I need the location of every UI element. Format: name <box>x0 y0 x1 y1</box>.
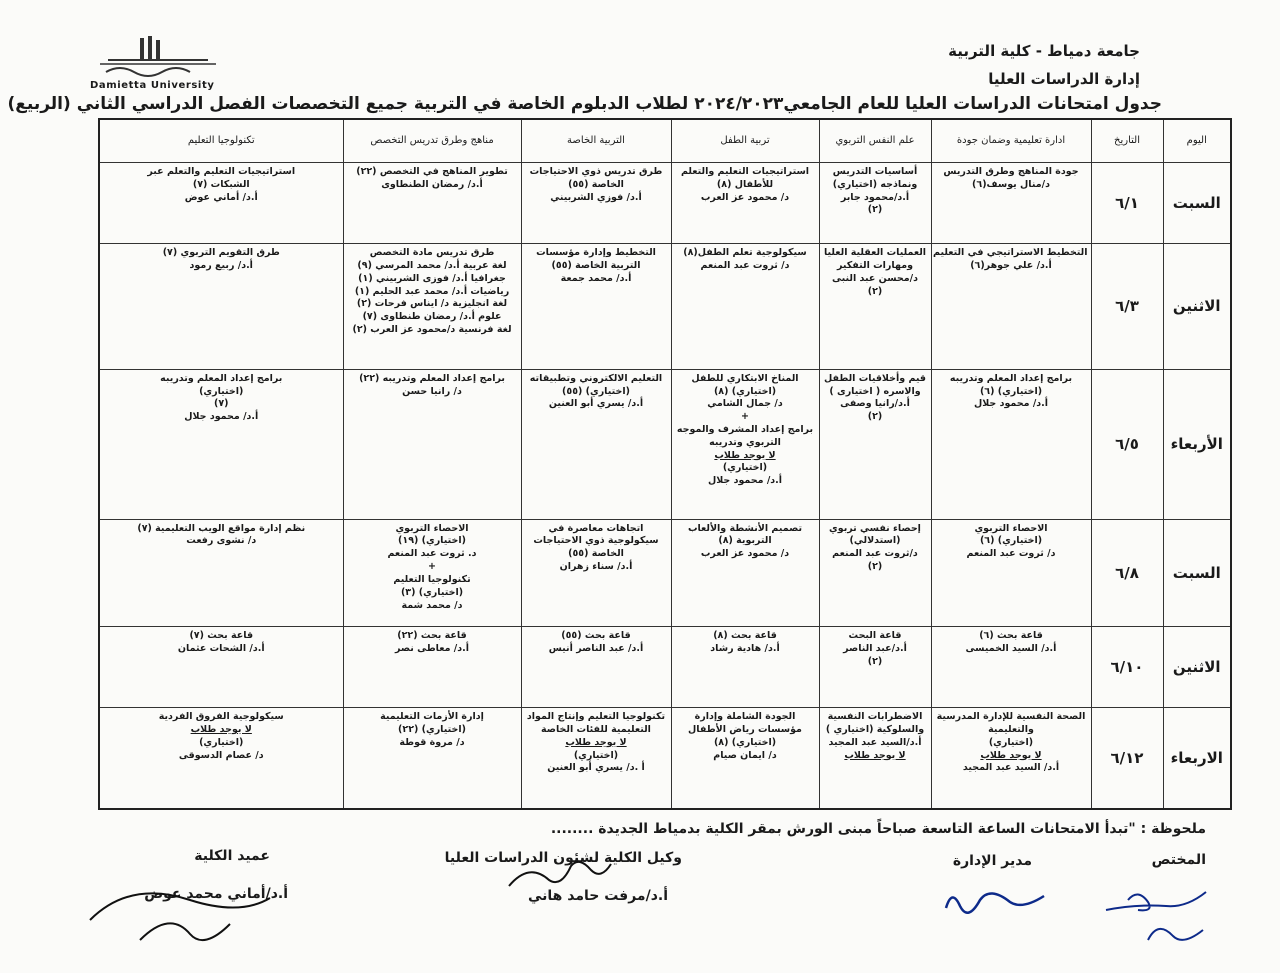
table-header-row <box>99 119 1231 163</box>
exam-cell-line: الاحصاء التربوي <box>974 522 1048 534</box>
exam-cell-line: لا يوجد طلاب <box>844 749 906 761</box>
exam-cell-line: جغرافيا أ.د/ فوزى الشربيني (١) <box>358 272 506 284</box>
exam-cell-line: د. ثروت عبد المنعم <box>387 548 477 560</box>
university-logo <box>88 34 228 96</box>
exam-cell-line: قاعة بحث (٦) <box>979 630 1043 642</box>
day-cell: الاثنين <box>1163 627 1231 708</box>
date-cell: ٦/١٢ <box>1091 708 1163 809</box>
exam-cell <box>931 708 1091 809</box>
exam-cell <box>931 627 1091 708</box>
column-header: اليوم <box>1163 119 1231 163</box>
exam-cell-line: د/ رانيا حسن <box>402 385 462 397</box>
exam-cell-line: أ.د/ هادية رشاد <box>710 642 780 654</box>
column-header: تربية الطفل <box>671 119 819 163</box>
exam-cell-line: برامج إعداد المشرف والموجه <box>676 423 814 435</box>
exam-cell <box>521 369 671 519</box>
exam-cell <box>343 708 521 809</box>
exam-cell-line: (اختياري) <box>199 385 244 397</box>
exam-cell-line: د/ ايمان صيام <box>713 749 777 761</box>
exam-cell-line: (استدلالي) <box>849 535 901 547</box>
exam-cell-line: أ.د/ ربيع رمود <box>189 259 253 271</box>
exam-cell-line: التربوي وتدريبه <box>709 436 781 448</box>
exam-cell-line: (٢) <box>867 561 883 573</box>
exam-cell-line: سيكولوجية الفروق الفردية <box>158 711 284 723</box>
dean-name: أ.د/أماني محمد عوض <box>144 886 288 902</box>
exam-cell-line: الاضطرابات النفسية <box>827 711 923 723</box>
exam-cell-line: د/ ثروت عبد المنعم <box>966 548 1056 560</box>
exam-cell-line: طرق التقويم التربوي (٧) <box>162 247 280 259</box>
exam-cell-line: لا يوجد طلاب <box>565 736 627 748</box>
exam-cell-line: (اختياري) (٥٥) <box>562 385 630 397</box>
exam-cell-line: الخاصة (٥٥) <box>568 548 624 560</box>
exam-cell-line: نظم إدارة مواقع الويب التعليمية (٧) <box>137 522 306 534</box>
exam-cell <box>931 244 1091 370</box>
exam-cell-line: (٢) <box>867 285 883 297</box>
exam-cell-line: (اختياري) (٦) <box>979 385 1043 397</box>
exam-cell-line: أ.د/عبد الناصر <box>843 642 907 654</box>
exam-cell-line: أ.د/ يسري أبو العنين <box>548 398 644 410</box>
exam-cell <box>671 708 819 809</box>
exam-cell-line: + <box>428 561 436 573</box>
exam-cell-line: إحصاء نفسي تربوي <box>829 522 921 534</box>
exam-cell <box>671 627 819 708</box>
exam-cell <box>343 163 521 244</box>
exam-cell <box>819 627 931 708</box>
exam-cell-line: (اختياري) <box>988 736 1034 748</box>
exam-cell-line: المناخ الابتكاري للطفل <box>691 372 799 384</box>
exam-cell-line: الشبكات (٧) <box>192 178 250 190</box>
exam-cell-line: الخاصة (٥٥) <box>568 178 624 190</box>
exam-cell-line: الصحة النفسية للإدارة المدرسية <box>936 711 1086 723</box>
exam-cell-line: اتجاهات معاصرة في <box>548 522 644 534</box>
exam-cell <box>343 369 521 519</box>
exam-cell-line: (٢) <box>867 411 883 423</box>
exam-cell-line: تكنولوجيا التعليم <box>393 573 471 585</box>
exam-cell-line: جودة المناهج وطرق التدريس <box>943 166 1079 177</box>
exam-cell-line: التربية الخاصة (٥٥) <box>551 259 641 271</box>
exam-cell-line: أ.د/ محمود جلال <box>184 411 259 423</box>
exam-cell-line: العمليات العقلية العليا <box>823 247 927 259</box>
exam-cell-line: د/ محمد شمة <box>401 599 463 611</box>
exam-cell-line: لا يوجد طلاب <box>980 749 1042 761</box>
exam-cell-line: + <box>741 411 749 423</box>
exam-cell-line: لغة فرنسية د/محمود عز العرب (٢) <box>352 323 512 335</box>
exam-cell-line: (اختياري) <box>199 736 244 748</box>
day-cell: الأربعاء <box>1163 369 1231 519</box>
column-header: مناهج وطرق تدريس التخصص <box>343 119 521 163</box>
exam-cell-line: طرق تدريس ذوي الاحتياجات <box>529 166 663 177</box>
exam-cell <box>521 519 671 626</box>
day-cell: الاربعاء <box>1163 708 1231 809</box>
exam-cell-line: ونماذجه (اختياري) <box>832 178 918 190</box>
table-row <box>99 163 1231 244</box>
exam-cell-line: د/ جمال الشامي <box>707 398 783 410</box>
exam-cell-line: تكنولوجيا التعليم وإنتاج المواد <box>526 711 666 723</box>
admin-director-signature <box>940 880 1050 925</box>
exam-cell <box>521 708 671 809</box>
day-cell: السبت <box>1163 163 1231 244</box>
exam-cell <box>99 163 343 244</box>
exam-cell-line: أ.د/ محمود جلال <box>973 398 1049 410</box>
exam-cell-line: (اختياري) <box>722 462 768 474</box>
exam-cell <box>521 627 671 708</box>
exam-schedule-table <box>98 118 1232 810</box>
exam-cell <box>99 369 343 519</box>
exam-cell <box>819 163 931 244</box>
exam-cell-line: برامج إعداد المعلم وتدريبه <box>949 372 1073 384</box>
exam-cell-line: أ.د/رانيا وصفى <box>840 398 910 410</box>
exam-cell-line: قاعة بحث (٢٢) <box>397 630 467 642</box>
exam-cell-line: (٢) <box>867 655 883 667</box>
exam-cell <box>521 163 671 244</box>
exam-cell-line: أ.د/ أماني عوض <box>184 191 258 203</box>
column-header: التاريخ <box>1091 119 1163 163</box>
exam-cell <box>99 519 343 626</box>
admin-director-label: مدير الإدارة <box>952 853 1032 869</box>
exam-cell-line: والاسره ( اختيارى ) <box>829 385 921 397</box>
exam-cell-line: أ.د/ السيد عبد المجيد <box>962 762 1060 774</box>
exam-cell-line: أ.د/السيد عبد المجيد <box>828 736 922 748</box>
exam-cell-line: (اختياري) <box>573 749 619 761</box>
exam-cell-line: التربوية (٨) <box>718 535 772 547</box>
logo-english-text: Damietta University <box>90 80 215 91</box>
exam-cell-line: قيم وأخلاقيات الطفل <box>824 372 926 384</box>
date-cell: ٦/٨ <box>1091 519 1163 626</box>
exam-cell <box>819 519 931 626</box>
exam-cell-line: الجودة الشاملة وإدارة <box>694 711 796 723</box>
exam-cell-line: رياضيات أ.د/ محمد عبد الحليم (١) <box>354 285 510 297</box>
logo-emblem-icon <box>88 34 228 84</box>
exam-cell-line: ومهارات التفكير <box>836 259 914 271</box>
exam-cell-line: أ.د/ عبد الناصر أنيس <box>548 642 644 654</box>
exam-cell-line: د/ نشوى رفعت <box>186 535 257 547</box>
exam-cell-line: للأطفال (٨) <box>716 178 774 190</box>
exam-cell-line: د/ثروت عبد المنعم <box>832 548 918 560</box>
exam-cell-line: أ.د/ علي جوهر(٦) <box>970 259 1052 271</box>
exam-cell-line: أ.د/ محمد جمعة <box>560 272 632 284</box>
exam-cell <box>343 519 521 626</box>
exam-cell-line: الاحصاء التربوي <box>395 522 469 534</box>
exam-cell-line: أ.د/محمود جابر <box>840 191 910 203</box>
exam-cell-line: سيكولوجية تعلم الطفل(٨) <box>683 247 807 259</box>
exam-cell-line: أ.د/ سناء زهران <box>559 561 633 573</box>
vice-dean-name: أ.د/مرفت حامد هاني <box>527 888 668 904</box>
exam-cell-line: لغة عربية أ.د/ محمد المرسي (٩) <box>357 259 507 271</box>
date-cell: ٦/١ <box>1091 163 1163 244</box>
page-title: جدول امتحانات الدراسات العليا للعام الجامعي٢٠٢٤/٢٠٢٣ لطلاب الدبلوم الخاصة في التربية جميع التخصصات الفصل الدراسي الثاني (الربيع) <box>7 94 1162 114</box>
exam-cell-line: د/ محمود عز العرب <box>700 191 790 203</box>
exam-cell-line: د/ عصام الدسوقى <box>178 749 264 761</box>
column-header: تكنولوجيا التعليم <box>99 119 343 163</box>
exam-cell-line: أ.د/ فوزي الشربيني <box>550 191 642 203</box>
exam-cell-line: د/محسن عبد النبى <box>832 272 918 284</box>
date-cell: ٦/٣ <box>1091 244 1163 370</box>
exam-cell-line: (٧) <box>214 398 229 410</box>
exam-cell-line: قاعة بحث (٥٥) <box>561 630 631 642</box>
exam-cell-line: استراتيجيات التعليم والتعلم <box>680 166 810 177</box>
specialist-signature <box>1098 880 1228 960</box>
day-cell: الاثنين <box>1163 244 1231 370</box>
exam-cell <box>99 244 343 370</box>
date-cell: ٦/١٠ <box>1091 627 1163 708</box>
exam-cell-line: لغة انجليزية د/ ايناس فرحات (٢) <box>356 298 508 310</box>
column-header: ادارة تعليمية وضمان جودة <box>931 119 1091 163</box>
table-row <box>99 244 1231 370</box>
exam-cell-line: أ .د/ يسري أبو العنين <box>547 762 645 774</box>
exam-cell <box>931 369 1091 519</box>
exam-cell-line: (٢) <box>867 204 883 216</box>
exam-cell <box>931 163 1091 244</box>
vice-dean-title: وكيل الكلية لشئون الدراسات العليا <box>444 850 682 866</box>
exam-note: ملحوظة : "تبدأ الامتحانات الساعة التاسعة صباحاً مبنى الورش بمقر الكلية بدمياط الجديدة ........ <box>550 821 1206 837</box>
exam-cell-line: قاعة بحث (٧) <box>189 630 254 642</box>
exam-cell-line: برامج إعداد المعلم وتدريبه <box>160 372 283 384</box>
table-row <box>99 369 1231 519</box>
exam-cell-line: تطوير المناهج في التخصص (٢٢) <box>356 166 508 177</box>
exam-cell-line: طرق تدريس مادة التخصص <box>369 247 495 259</box>
exam-cell <box>931 519 1091 626</box>
exam-cell-line: تصميم الأنشطة والألعاب <box>687 522 803 534</box>
vice-dean-signature <box>505 856 615 898</box>
exam-cell-line: (اختياري) (٨) <box>713 385 777 397</box>
column-header: التربية الخاصة <box>521 119 671 163</box>
specialist-label: المختص <box>1151 852 1206 868</box>
exam-cell <box>671 244 819 370</box>
exam-cell-line: التخطيط وإدارة مؤسسات <box>536 247 656 259</box>
exam-cell-line: مؤسسات رياض الأطفال <box>688 723 802 735</box>
column-header: علم النفس التربوي <box>819 119 931 163</box>
exam-cell-line: د/ مروة قوطة <box>399 736 465 748</box>
table-row <box>99 708 1231 809</box>
exam-cell <box>671 519 819 626</box>
exam-cell <box>819 244 931 370</box>
university-college-label: جامعة دمياط - كلية التربية <box>948 42 1140 60</box>
exam-cell-line: أ.د/ معاطى نصر <box>394 642 470 654</box>
exam-cell-line: التعليمية للفئات الخاصة <box>541 723 651 735</box>
exam-cell-line: برامج إعداد المعلم وتدريبه (٢٢) <box>359 372 505 384</box>
exam-cell-line: أ.د/ الشحات عثمان <box>177 642 265 654</box>
exam-cell-line: (اختياري) (٨) <box>713 736 777 748</box>
dean-title: عميد الكلية <box>194 848 270 864</box>
exam-cell-line: (اختياري) (٢٢) <box>398 723 466 735</box>
exam-cell-line: علوم أ.د/ رمضان طنطاوى (٧) <box>362 311 502 323</box>
exam-cell-line: (اختياري) (١٩) <box>398 535 466 547</box>
exam-cell-line: سيكولوجية ذوي الاحتياجات <box>533 535 659 547</box>
exam-cell-line: د/منال يوسف(٦) <box>972 178 1050 190</box>
exam-cell-line: والسلوكية (اختياري ) <box>825 723 925 735</box>
exam-cell-line: د/ ثروت عبد المنعم <box>700 259 790 271</box>
table-row <box>99 519 1231 626</box>
exam-cell-line: استراتيجيات التعليم والتعلم عبر <box>147 166 296 177</box>
date-cell: ٦/٥ <box>1091 369 1163 519</box>
exam-cell-line: لا يوجد طلاب <box>190 723 252 735</box>
exam-cell-line: أ.د/ رمضان الطنطاوى <box>381 178 483 190</box>
exam-cell-line: أساسيات التدريس <box>832 166 918 177</box>
exam-cell-line: أ.د/ محمود جلال <box>707 475 783 487</box>
exam-cell-line: قاعة بحث (٨) <box>713 630 777 642</box>
exam-cell <box>521 244 671 370</box>
exam-cell <box>819 369 931 519</box>
exam-cell <box>819 708 931 809</box>
department-label: إدارة الدراسات العليا <box>988 70 1140 88</box>
exam-cell-line: التخطيط الاستراتيجي في التعليم <box>933 247 1088 259</box>
exam-cell <box>671 369 819 519</box>
exam-cell <box>343 627 521 708</box>
exam-cell-line: والتعليمية <box>988 723 1034 735</box>
exam-cell-line: التعليم الالكتروني وتطبيقاته <box>529 372 663 384</box>
day-cell: السبت <box>1163 519 1231 626</box>
exam-cell-line: أ.د/ السيد الخميسى <box>965 642 1057 654</box>
exam-cell-line: (اختياري) (٣) <box>400 586 464 598</box>
dean-signature <box>80 880 280 960</box>
exam-cell <box>99 708 343 809</box>
exam-cell <box>671 163 819 244</box>
exam-cell-line: إدارة الأزمات التعليمية <box>380 711 484 723</box>
exam-cell-line: قاعة البحث <box>848 630 902 642</box>
exam-cell-line: د/ محمود عز العرب <box>700 548 790 560</box>
exam-cell <box>99 627 343 708</box>
exam-cell-line: لا يوجد طلاب <box>714 449 776 461</box>
exam-cell-line: (اختياري) (٦) <box>979 535 1043 547</box>
table-row <box>99 627 1231 708</box>
exam-cell <box>343 244 521 370</box>
